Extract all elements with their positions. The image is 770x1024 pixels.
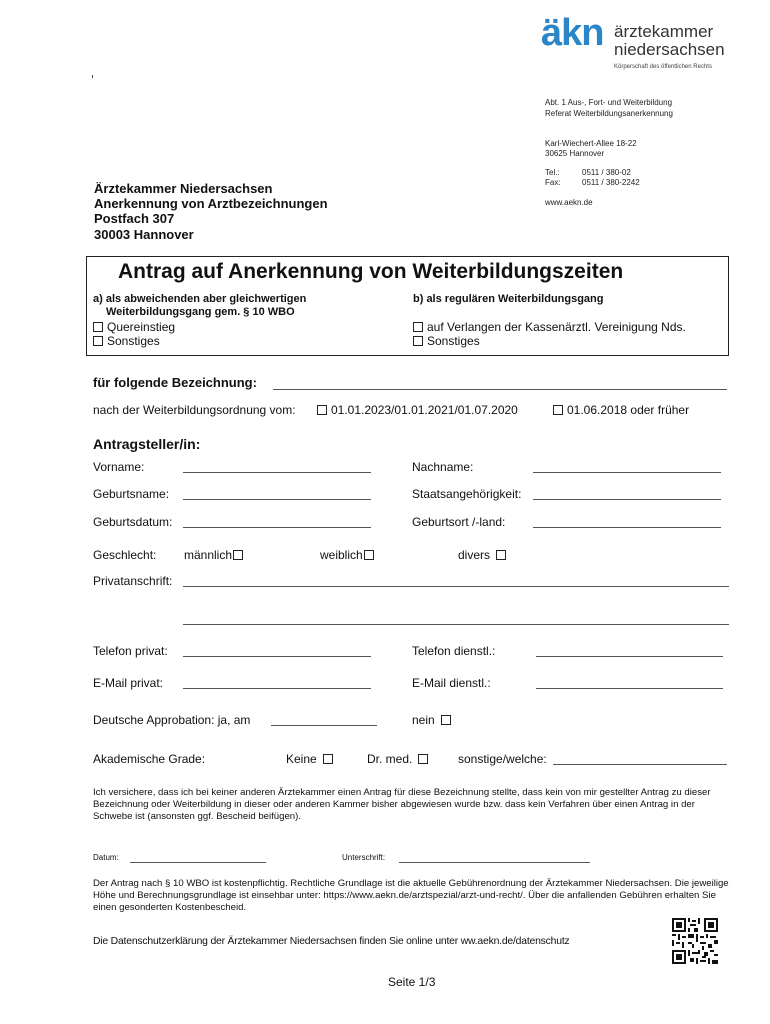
unterschrift-field[interactable] <box>399 862 590 863</box>
label: männlich <box>184 548 233 562</box>
wbo-option-2023[interactable] <box>317 403 518 417</box>
privatanschrift-label: Privatanschrift: <box>93 574 173 588</box>
label: auf Verlangen der Kassenärztl. Vereinigung Nds. <box>427 320 686 334</box>
option-a-quereinstieg[interactable] <box>93 320 175 334</box>
geburtsort-label: Geburtsort /-land: <box>412 515 506 529</box>
checkbox[interactable] <box>413 322 423 332</box>
recipient-line4: 30003 Hannover <box>94 227 194 242</box>
sender-tel-value: 0511 / 380-02 <box>582 168 631 177</box>
grade-sonstige-label: sonstige/welche: <box>458 752 547 766</box>
geburtsdatum-field[interactable] <box>183 527 371 528</box>
checkbox[interactable] <box>364 550 374 560</box>
telefon-privat-field[interactable] <box>183 656 371 657</box>
declaration-text: Ich versichere, dass ich bei keiner anderen Ärztekammer einen Antrag für diese Bezeichnung stellte, dass kein von mir gestellter Antrag zu dieser Bezeichnung oder Weiterbildung in dieser oder anderen Kammer bisher abgewiesen wurde bzw. dass kein Verfahren über einen Antrag in der Schwebe ist (ansonsten ggf. Bescheid beifügen). <box>93 787 711 822</box>
option-b-kv[interactable] <box>413 320 686 334</box>
label: Keine <box>286 752 317 766</box>
staatsangehoerigkeit-field[interactable] <box>533 499 721 500</box>
checkbox[interactable] <box>317 405 327 415</box>
label: Dr. med. <box>367 752 413 766</box>
privacy-note: Die Datenschutzerklärung der Ärztekammer Niedersachsen finden Sie online unter ww.aekn.de/datenschutz <box>93 936 570 947</box>
sender-fax-value: 0511 / 380-2242 <box>582 178 640 187</box>
label: nein <box>412 713 435 727</box>
applicant-heading: Antragsteller/in: <box>93 436 201 452</box>
sender-dept1: Abt. 1 Aus-, Fort- und Weiterbildung <box>545 98 673 107</box>
label: divers <box>458 548 491 562</box>
recipient-line3: Postfach 307 <box>94 211 175 226</box>
form-title: Antrag auf Anerkennung von Weiterbildungszeiten <box>118 260 624 283</box>
vorname-field[interactable] <box>183 472 371 473</box>
sender-street: Karl-Wiechert-Allee 18-22 <box>545 139 637 148</box>
privatanschrift-field-1[interactable] <box>183 586 729 587</box>
fold-mark <box>92 75 93 78</box>
checkbox[interactable] <box>413 336 423 346</box>
approbation-field[interactable] <box>271 725 377 726</box>
sender-fax-label: Fax: <box>545 178 561 187</box>
geburtsname-field[interactable] <box>183 499 371 500</box>
geburtsname-label: Geburtsname: <box>93 487 170 501</box>
label: weiblich <box>320 548 363 562</box>
checkbox[interactable] <box>553 405 563 415</box>
checkbox[interactable] <box>418 754 428 764</box>
telefon-dienstl-field[interactable] <box>536 656 723 657</box>
grade-sonstige-field[interactable] <box>553 764 727 765</box>
logo-tagline: Körperschaft des öffentlichen Rechts <box>614 64 712 70</box>
option-a-sonstiges[interactable] <box>93 334 160 348</box>
email-privat-field[interactable] <box>183 688 371 689</box>
checkbox[interactable] <box>93 336 103 346</box>
checkbox[interactable] <box>441 715 451 725</box>
label: 01.01.2023/01.01.2021/01.07.2020 <box>331 403 518 417</box>
logo-mark: äkn <box>541 12 604 54</box>
sender-dept2: Referat Weiterbildungsanerkennung <box>545 109 673 118</box>
recipient-line1: Ärztekammer Niedersachsen <box>94 181 273 196</box>
grade-drmed[interactable] <box>367 752 432 766</box>
label: 01.06.2018 oder früher <box>567 403 690 417</box>
checkbox[interactable] <box>496 550 506 560</box>
staatsangehoerigkeit-label: Staatsangehörigkeit: <box>412 487 522 501</box>
option-a-line2: Weiterbildungsgang gem. § 10 WBO <box>106 306 295 318</box>
wbo-label: nach der Weiterbildungsordnung vom: <box>93 403 296 417</box>
email-privat-label: E-Mail privat: <box>93 676 164 690</box>
privatanschrift-field-2[interactable] <box>183 624 729 625</box>
gender-weiblich[interactable] <box>320 548 378 562</box>
geburtsort-field[interactable] <box>533 527 721 528</box>
approbation-nein[interactable] <box>412 713 455 727</box>
gender-maennlich[interactable] <box>184 548 247 562</box>
geburtsdatum-label: Geburtsdatum: <box>93 515 173 529</box>
grade-keine[interactable] <box>286 752 337 766</box>
bezeichnung-field[interactable] <box>273 389 727 390</box>
approbation-label: Deutsche Approbation: ja, am <box>93 713 251 727</box>
label: Sonstiges <box>427 334 480 348</box>
logo-line1: ärztekammer <box>614 22 714 41</box>
checkbox[interactable] <box>93 322 103 332</box>
bezeichnung-label: für folgende Bezeichnung: <box>93 375 257 390</box>
logo-line2: niedersachsen <box>614 40 725 59</box>
sender-tel-label: Tel.: <box>545 168 560 177</box>
datum-label: Datum: <box>93 853 119 862</box>
telefon-dienstl-label: Telefon dienstl.: <box>412 644 496 658</box>
geschlecht-label: Geschlecht: <box>93 548 157 562</box>
fee-note: Der Antrag nach § 10 WBO ist kostenpflichtig. Rechtliche Grundlage ist die aktuelle Gebührenordnung der Ärztekammer Niedersachsen. Die jeweilige Höhe und Berechnungsgrundlage ist einsehbar unter: https://www.aekn.de/arztspezial/arzt-und-recht/. Über die anfallenden Gebühren erhalten Sie einen gesonderten Kostenbescheid. <box>93 878 729 913</box>
checkbox[interactable] <box>323 754 333 764</box>
recipient-line2: Anerkennung von Arztbezeichnungen <box>94 196 328 211</box>
email-dienstl-field[interactable] <box>536 688 723 689</box>
option-a-line1: a) als abweichenden aber gleichwertigen <box>93 293 307 305</box>
label: Quereinstieg <box>107 320 176 334</box>
option-b-heading: b) als regulären Weiterbildungsgang <box>413 293 604 305</box>
checkbox[interactable] <box>233 550 243 560</box>
email-dienstl-label: E-Mail dienstl.: <box>412 676 491 690</box>
datum-field[interactable] <box>130 862 266 863</box>
telefon-privat-label: Telefon privat: <box>93 644 168 658</box>
nachname-field[interactable] <box>533 472 721 473</box>
qr-code <box>672 918 718 964</box>
label: Sonstiges <box>107 334 160 348</box>
sender-web: www.aekn.de <box>545 198 593 207</box>
sender-city: 30625 Hannover <box>545 149 605 158</box>
grade-label: Akademische Grade: <box>93 752 206 766</box>
vorname-label: Vorname: <box>93 460 145 474</box>
wbo-option-2018[interactable] <box>553 403 689 417</box>
gender-divers[interactable] <box>458 548 510 562</box>
nachname-label: Nachname: <box>412 460 474 474</box>
unterschrift-label: Unterschrift: <box>342 853 386 862</box>
page-number: Seite 1/3 <box>388 975 436 989</box>
option-b-sonstiges[interactable] <box>413 334 480 348</box>
